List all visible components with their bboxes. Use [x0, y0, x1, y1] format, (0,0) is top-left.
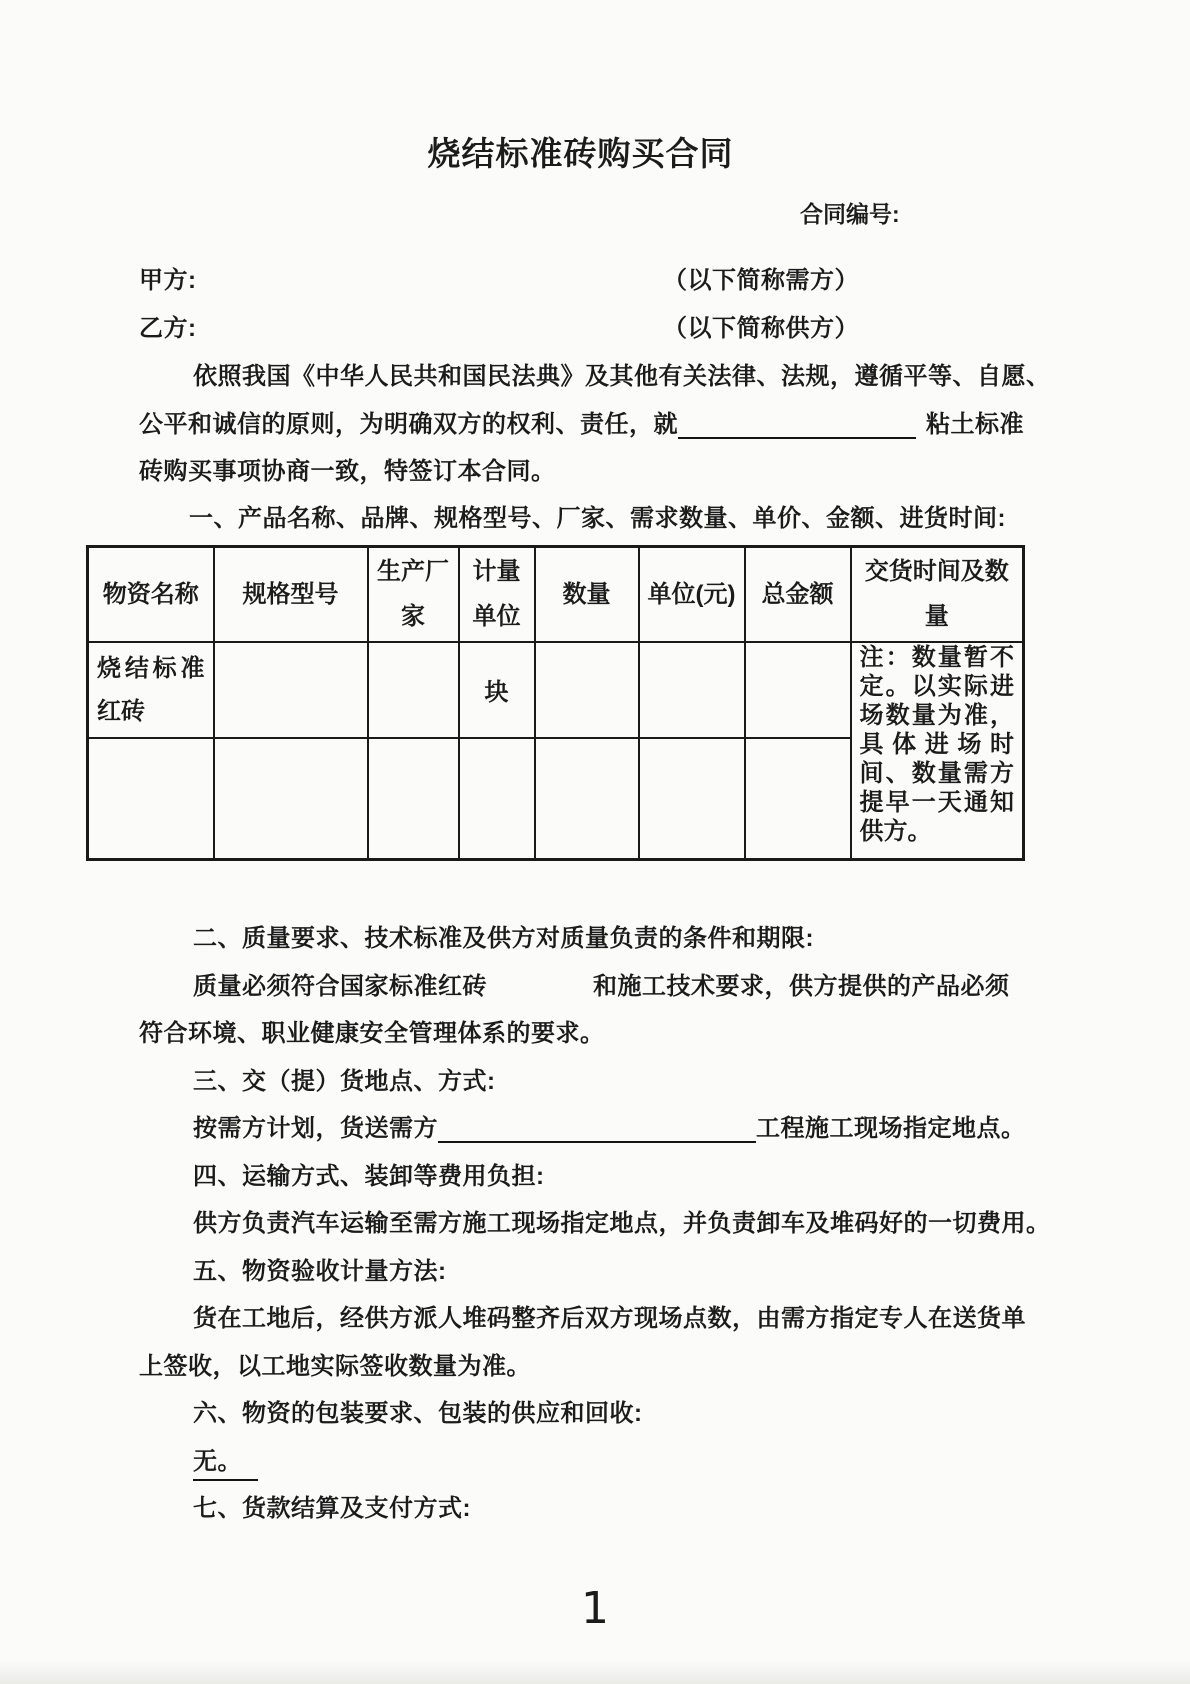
- col-header-unit: 计量单位: [459, 547, 535, 642]
- party-a-row: [139, 266, 1034, 296]
- section-3-body-tail: 工程施工现场指定地点。: [756, 1115, 1026, 1142]
- intro-line-1: 依照我国《中华人民共和国民法典》及其他有关法律、法规，遵循平等、自愿、: [193, 363, 1051, 390]
- section-1-heading: 一、产品名称、品牌、规格型号、厂家、需求数量、单价、金额、进货时间:: [189, 505, 1006, 532]
- contract-number-label: 合同编号:: [800, 201, 900, 227]
- col-header-unit-price: 单位(元): [639, 547, 745, 642]
- section-2-heading: 二、质量要求、技术标准及供方对质量负责的条件和期限:: [193, 925, 814, 952]
- intro-line-2: [139, 410, 1034, 440]
- cell-spec-2: [214, 738, 368, 860]
- col-header-delivery: 交货时间及数量: [851, 547, 1024, 642]
- section-2-body-line-1: [139, 972, 1088, 1002]
- cell-unit-price-2: [639, 738, 745, 860]
- products-table: [86, 545, 1025, 861]
- section-3-body-text: 按需方计划，货送需方: [193, 1115, 438, 1142]
- section-5-body-line-1: 货在工地后，经供方派人堆码整齐后双方现场点数，由需方指定专人在送货单: [193, 1305, 1026, 1332]
- section-6-none-value: 无。: [193, 1447, 258, 1481]
- party-b-alias: （以下简称供方）: [663, 315, 859, 342]
- blank-field-subject: [678, 413, 916, 439]
- col-header-quantity: 数量: [535, 547, 639, 642]
- cell-quantity: [535, 642, 639, 738]
- cell-quantity-2: [535, 738, 639, 860]
- section-5-body-line-2: 上签收，以工地实际签收数量为准。: [139, 1353, 531, 1380]
- cell-unit-2: [459, 738, 535, 860]
- party-a-alias: （以下简称需方）: [663, 267, 859, 294]
- section-2-body-part-2: 和施工技术要求，供方提供的产品必须: [593, 973, 1010, 1000]
- cell-unit: 块: [459, 642, 535, 738]
- intro-line-3: 砖购买事项协商一致，特签订本合同。: [139, 458, 556, 485]
- section-6-heading: 六、物资的包装要求、包装的供应和回收:: [193, 1400, 643, 1427]
- cell-material-2: [88, 738, 214, 860]
- section-4-body: 供方负责汽车运输至需方施工现场指定地点，并负责卸车及堆码好的一切费用。: [193, 1210, 1051, 1237]
- section-2-body-line-2: 符合环境、职业健康安全管理体系的要求。: [139, 1020, 605, 1047]
- col-header-total: 总金额: [745, 547, 851, 642]
- page-title: 烧结标准砖购买合同: [427, 135, 734, 172]
- col-header-material: 物资名称: [88, 547, 214, 642]
- section-3-heading: 三、交（提）货地点、方式:: [193, 1068, 496, 1095]
- cell-spec: [214, 642, 368, 738]
- cell-total-2: [745, 738, 851, 860]
- table-row-1: [88, 642, 1024, 738]
- blank-field-project: [438, 1117, 756, 1143]
- party-a-label: 甲方:: [139, 267, 197, 294]
- cell-factory-2: [368, 738, 459, 860]
- section-7-heading: 七、货款结算及支付方式:: [193, 1495, 471, 1522]
- party-b-row: [139, 314, 1034, 344]
- cell-unit-price: [639, 642, 745, 738]
- intro-line-2-tail: 粘土标准: [926, 411, 1024, 438]
- section-6-body: [139, 1447, 1088, 1481]
- section-2-body-part-1: 质量必须符合国家标准红砖: [193, 973, 487, 1000]
- party-b-label: 乙方:: [139, 315, 197, 342]
- col-header-spec: 规格型号: [214, 547, 368, 642]
- section-5-heading: 五、物资验收计量方法:: [193, 1258, 447, 1285]
- section-3-body: [139, 1114, 1088, 1144]
- section-4-heading: 四、运输方式、装卸等费用负担:: [193, 1163, 545, 1190]
- cell-material: 烧结标准红砖: [88, 642, 214, 738]
- cell-total: [745, 642, 851, 738]
- cell-factory: [368, 642, 459, 738]
- page-number: 1: [581, 1583, 609, 1634]
- col-header-factory: 生产厂家: [368, 547, 459, 642]
- delivery-note-cell: 注：数量暂不定。以实际进场数量为准，具体进场时间、数量需方提早一天通知供方。: [851, 642, 1024, 860]
- table-header-row: [88, 547, 1024, 642]
- intro-line-2-text: 公平和诚信的原则，为明确双方的权利、责任，就: [139, 411, 678, 438]
